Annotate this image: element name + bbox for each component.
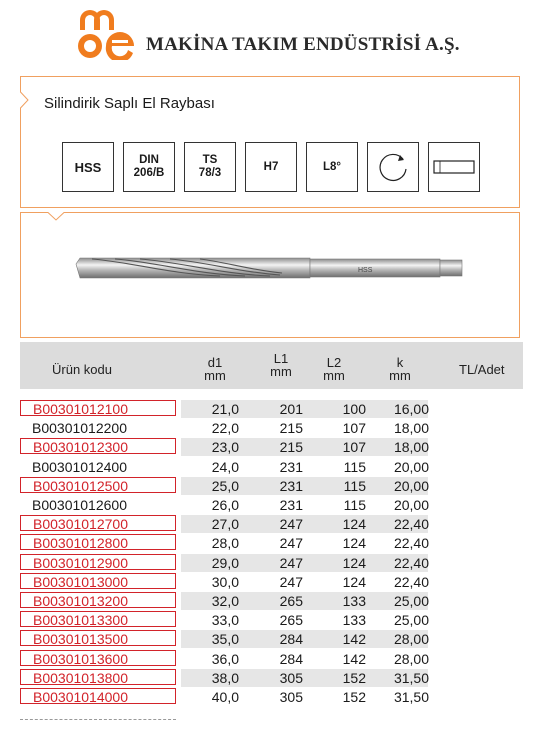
table-row [20, 688, 523, 706]
value-l1: 247 [279, 554, 303, 571]
value-k: 22,40 [393, 554, 429, 571]
table-row [20, 534, 523, 552]
table-row [20, 419, 523, 437]
value-l1: 305 [279, 669, 303, 686]
company-name: MAKİNA TAKIM ENDÜSTRİSİ A.Ş. [146, 34, 460, 55]
value-d1: 29,0 [211, 554, 239, 571]
col-header-price: TL/Adet [459, 362, 505, 377]
value-k: 16,00 [393, 401, 429, 417]
col-header-l2: L2 mm [323, 355, 345, 383]
standard-badge-din: DIN 206/B [123, 142, 175, 192]
value-k: 25,00 [393, 612, 429, 629]
value-k: 18,00 [393, 420, 429, 437]
value-k: 18,00 [393, 439, 429, 456]
value-l2: 124 [342, 535, 366, 552]
product-code: B00301012500 [20, 477, 176, 493]
product-code: B00301012200 [32, 420, 127, 437]
table-row [20, 515, 523, 533]
dimension-values [181, 458, 428, 476]
product-code: B00301012900 [20, 554, 176, 570]
rotation-arrow-icon [373, 147, 413, 187]
material-badge: HSS [62, 142, 114, 192]
value-l1: 265 [279, 612, 303, 629]
value-k: 22,40 [393, 573, 429, 590]
product-code: B00301013300 [20, 611, 176, 627]
value-l1: 215 [279, 439, 303, 456]
table-row [20, 477, 523, 495]
col-header-k: k mm [389, 355, 411, 383]
value-l1: 231 [279, 458, 303, 475]
table-row [20, 458, 523, 476]
rotation-badge [367, 142, 419, 192]
standard-badge-ts: TS 78/3 [184, 142, 236, 192]
dimension-values [181, 688, 428, 706]
angle-badge: L8° [306, 142, 358, 192]
table-row [20, 669, 523, 687]
value-k: 20,00 [393, 458, 429, 475]
dimension-values [181, 669, 428, 687]
value-k: 28,00 [393, 631, 429, 648]
svg-text:HSS: HSS [358, 267, 373, 274]
value-d1: 26,0 [211, 497, 239, 513]
product-title: Silindirik Saplı El Raybası [44, 95, 215, 112]
dimension-values [181, 400, 428, 418]
table-row [20, 592, 523, 610]
value-l2: 100 [342, 401, 366, 417]
col-header-d1: d1 mm [204, 355, 226, 383]
product-image-panel [20, 212, 520, 338]
value-l2: 107 [342, 439, 366, 456]
value-k: 20,00 [393, 497, 429, 513]
value-d1: 27,0 [211, 516, 239, 533]
value-l1: 247 [279, 535, 303, 552]
product-code: B00301013000 [20, 573, 176, 589]
col-header-l1: L1 mm [270, 351, 292, 379]
dimension-values [181, 650, 428, 668]
cylindrical-shank-icon [432, 157, 476, 177]
product-code: B00301012700 [20, 515, 176, 531]
dimension-values [181, 515, 428, 533]
table-row [20, 650, 523, 668]
value-l1: 201 [279, 401, 303, 417]
col-header-code: Ürün kodu [52, 362, 112, 377]
dimension-values [181, 573, 428, 591]
table-header [20, 342, 523, 389]
value-d1: 24,0 [211, 458, 239, 475]
product-code: B00301013600 [20, 650, 176, 666]
value-d1: 38,0 [211, 669, 239, 686]
value-k: 22,40 [393, 535, 429, 552]
value-l2: 142 [342, 631, 366, 648]
dimension-values [181, 630, 428, 648]
table-row [20, 400, 523, 418]
product-code: B00301012800 [20, 534, 176, 550]
product-code: B00301012300 [20, 438, 176, 454]
table-row [20, 438, 523, 456]
value-l1: 305 [279, 689, 303, 705]
value-k: 31,50 [393, 689, 429, 705]
dimension-values [181, 611, 428, 629]
tolerance-badge: H7 [245, 142, 297, 192]
value-l1: 265 [279, 593, 303, 609]
value-k: 28,00 [393, 650, 429, 667]
value-k: 20,00 [393, 477, 429, 494]
value-l2: 115 [343, 477, 366, 494]
value-d1: 28,0 [211, 535, 239, 552]
value-d1: 35,0 [211, 631, 239, 648]
value-d1: 23,0 [211, 439, 239, 456]
value-l2: 107 [342, 420, 366, 437]
value-l2: 115 [343, 458, 366, 475]
reamer-image [76, 258, 462, 278]
value-d1: 30,0 [211, 573, 239, 590]
product-code: B00301012600 [32, 497, 127, 513]
value-l1: 247 [279, 516, 303, 533]
value-l2: 133 [342, 593, 366, 609]
table-row [20, 573, 523, 591]
value-l1: 247 [279, 573, 303, 590]
dimension-values [181, 496, 428, 514]
product-code: B00301012400 [32, 458, 127, 475]
value-l2: 142 [342, 650, 366, 667]
table-bottom-rule [20, 719, 176, 720]
value-l2: 124 [342, 516, 366, 533]
table-row [20, 554, 523, 572]
value-d1: 33,0 [211, 612, 239, 629]
product-code: B00301014000 [20, 688, 176, 704]
value-l2: 152 [342, 669, 366, 686]
dimension-values [181, 477, 428, 495]
dimension-values [181, 438, 428, 456]
value-l1: 215 [279, 420, 303, 437]
value-l2: 152 [342, 689, 366, 705]
dimension-values [181, 554, 428, 572]
value-k: 31,50 [393, 669, 429, 686]
table-row [20, 496, 523, 514]
value-l1: 284 [279, 631, 303, 648]
shank-badge [428, 142, 480, 192]
dimension-values [181, 419, 428, 437]
value-d1: 40,0 [211, 689, 239, 705]
dimension-values [181, 534, 428, 552]
product-code: B00301013200 [20, 592, 176, 608]
table-row [20, 630, 523, 648]
value-k: 22,40 [393, 516, 429, 533]
value-d1: 22,0 [211, 420, 239, 437]
table-row [20, 611, 523, 629]
company-logo [76, 6, 138, 60]
value-d1: 36,0 [211, 650, 239, 667]
value-l1: 231 [279, 477, 303, 494]
value-l2: 124 [342, 573, 366, 590]
value-l1: 231 [279, 497, 303, 513]
dimension-values [181, 592, 428, 610]
value-l2: 115 [343, 497, 366, 513]
value-k: 25,00 [393, 593, 429, 609]
value-d1: 25,0 [211, 477, 239, 494]
product-code: B00301013500 [20, 630, 176, 646]
product-code: B00301013800 [20, 669, 176, 685]
value-d1: 21,0 [211, 401, 239, 417]
product-code: B00301012100 [20, 400, 176, 416]
value-d1: 32,0 [211, 593, 239, 609]
value-l2: 133 [342, 612, 366, 629]
value-l2: 124 [342, 554, 366, 571]
value-l1: 284 [279, 650, 303, 667]
